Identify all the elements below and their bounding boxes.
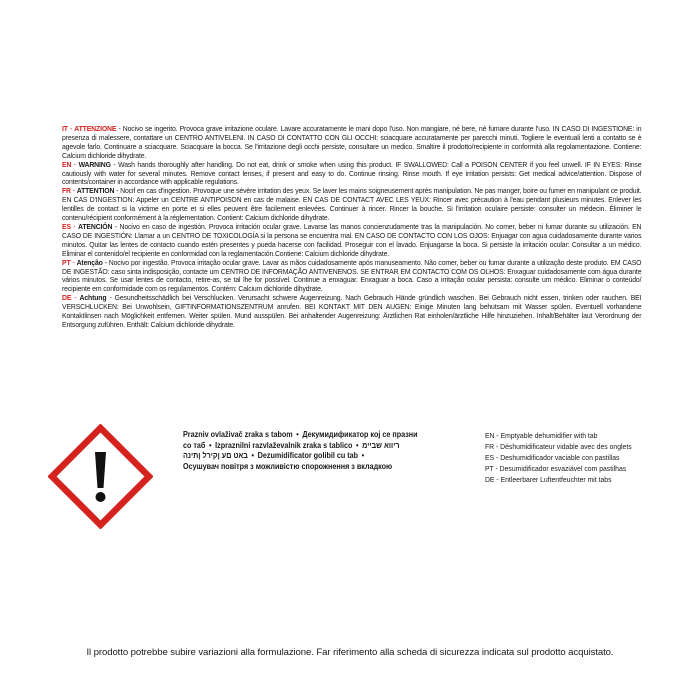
warning-es: ES - ATENCIÓN - Nocivo en caso de ingestión. Provoca irritación ocular grave. Lavarse las manos concienzudamente tras la manipulación. No comer, beber ni fumar durante su utilización. EN CASO DE INGESTIÓN: Llamar a un CENTRO DE TOXICOLOGÍA si la persona se encuentra mal. EN CASO DE CONTACTO CON LOS OJOS: Enjuagar con agua cuidadosamente durante varios minutos. Quitar las lentes de contacto cuando estén presentes y pueda hacerse con facilidad. Proseguir con el lavado. Enjuagarse la boca. Si persiste la irritación ocular: Consultar a un médico. Eliminar el contenido/el recipiente en conformidad con la reglamentación.Contiene: Calcium dichloride dihydrate.: [62, 221, 642, 258]
multilingual-line-2: со таб • Izpraznilni razvlaževalnik zraka s tablico • ריווא שביימ: [183, 440, 400, 450]
warning-en: EN - WARNING - Wash hands thoroughly after handling. Do not eat, drink or smoke when using this product. IF SWALLOWED: Call a POISON CENTER if you feel unwell. IF IN EYES: Rinse cautiously with water for several minutes. Remove contact lenses, if present and easy to do. Continue rinsing. Rinse mouth. If eye irritation persists: Get medical advice/attention. Dispose of contents/container in accordance with applicable regulations.: [62, 159, 642, 187]
ghs07-exclamation-mark-icon: [48, 424, 153, 529]
warning-pt: PT - Atenção - Nocivo por ingestão. Provoca irritação ocular grave. Lavar as mãos cuidadosamente após manuseamento. Não comer, beber ou fumar durante a utilização deste produto. EM CASO DE INGESTÃO: caso sinta indisposição, contacte um CENTRO DE INFORMAÇÃO ANTIVENENOS. SE ENTRAR EM CONTACTO COM OS OLHOS: Enxaguar cuidadosamente com água durante vários minutos. Se usar lentes de contacto, retire-as, se tal lhe for possível. Continue a enxaguar. Enxaguar a boca. Caso a irritação ocular persista: consulte um médico. Eliminar o conteúdo/ recipiente em conformidade com os regulamentos. Contém: Calcium dichloride dihydrate.: [62, 257, 642, 294]
multilingual-line-4: Осушувач повітря з можливістю спорожнення з вкладкою: [183, 461, 393, 471]
warning-de: DE - Achtung - Gesundheitsschädlich bei Verschlucken. Verursacht schwere Augenreizung. Nach Gebrauch Hände gründlich waschen. Bei Gebrauch nicht essen, trinken oder rauchen. BEI VERSCHLUCKEN: Bei Unwohlsein, GIFTINFORMATIONSZENTRUM anrufen. BEI KONTAKT MIT DEN AUGEN: Einige Minuten lang behutsam mit Wasser spülen. Eventuell vorhandene Kontaktlinsen nach Möglichkeit entfernen. Weiter spülen. Mund ausspülen. Bei anhaltender Augenreizung: Ärztlichen Rat einholen/ärztliche Hilfe hinzuziehen. Inhalt/Behälter laut Verordnung der Entsorgung zuführen. Enthält: Calcium dichloride dihydrate.: [62, 293, 642, 329]
translation-pt: PT - Desumidificador esvaziável com pastilhas: [485, 464, 627, 473]
translation-en: EN - Emptyable dehumidifier with tab: [485, 431, 598, 440]
formulation-disclaimer: Il prodotto potrebbe subire variazioni alla formulazione. Far riferimento alla scheda di sicurezza indicata sul prodotto acquistato.: [86, 647, 614, 658]
translation-de: DE - Entleerbarer Luftentfeuchter mit tabs: [485, 475, 612, 484]
translation-fr: FR - Déshumidificateur vidable avec des onglets: [485, 442, 632, 451]
translation-es: ES - Deshumidificador vaciable con pastillas: [485, 453, 620, 462]
multilingual-line-3: באט םע ןקירל ןתינה • Dezumidificator golibil cu tab •: [183, 451, 365, 461]
hazard-warnings: [62, 125, 641, 330]
multilingual-product-name: [183, 430, 453, 472]
translations-list: [485, 430, 665, 485]
warning-it: IT - ATTENZIONE - Nocivo se ingerito. Provoca grave irritazione oculare. Lavare accuratamente le mani dopo l'uso. Non mangiare, né bere, né fumare durante l'uso. IN CASO DI INGESTIONE: in presenza di malessere, contattare un CENTRO ANTIVELENI. IN CASO DI CONTATTO CON GLI OCCHI: sciacquare accuratamente per parecchi minuti. Togliere le eventuali lenti a contatto se è agevole farlo. Continuare a sciacquare. Sciacquare la bocca. Se l'irritazione degli occhi persiste, consultare un medico. Smaltire il prodotto/recipiente in conformità alla regolamentazione. Contiene: Calcium dichloride dihydrate.: [62, 124, 642, 160]
multilingual-line-1: Prazniv ovlaživač zraka s tabom • Декумидификатор кој се празни: [183, 430, 418, 439]
warning-fr: FR - ATTENTION - Nocif en cas d'ingestion. Provoque une sévère irritation des yeux. Se laver les mains soigneusement après manipulation. Ne pas manger, boire ou fumer en manipulant ce produit. EN CAS D'INGESTION: Appeler un CENTRE ANTIPOISON en cas de malaise. EN CAS DE CONTACT AVEC LES YEUX: Rincer avec précaution à l'eau pendant plusieurs minutes. Enlever les lentilles de contact si la victime en porte et si elles peuvent être facilement enlevées. Continuer à rincer. Rincer la bouche. Si l'irritation oculaire persiste: consulter un médecin. Éliminer le contenu/récipient conformément à la réglementation. Contient: Calcium dichloride dihydrate.: [62, 186, 642, 223]
